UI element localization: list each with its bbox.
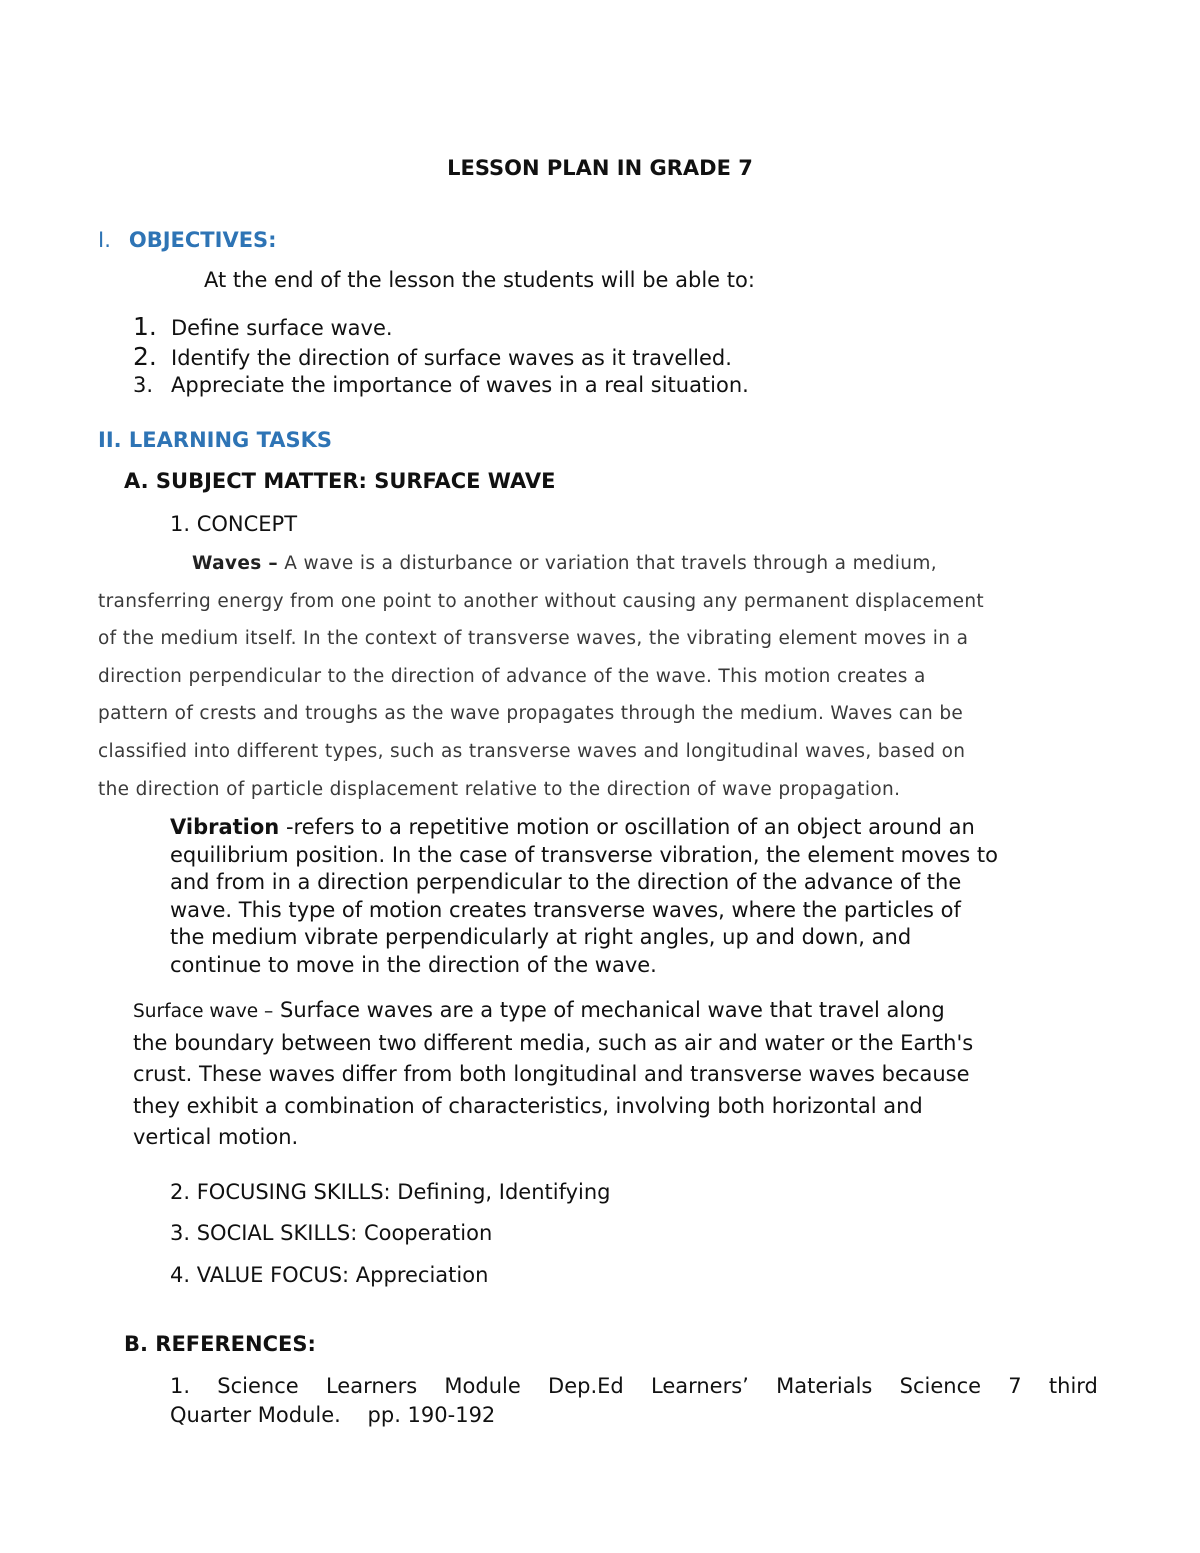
vibration-line-4: wave. This type of motion creates transverse waves, where the particles of <box>170 897 961 922</box>
objective-text: Define surface wave. <box>171 316 393 340</box>
surface-wave-term: Surface wave – <box>133 1001 274 1022</box>
surface-wave-line-1 <box>133 995 973 1028</box>
reference-word: Materials <box>776 1374 873 1398</box>
surface-wave-line-2: the boundary between two different media, such as air and water or the Earth's <box>133 1030 974 1055</box>
reference-word: Dep.Ed <box>548 1374 624 1398</box>
objectives-heading <box>98 228 277 252</box>
waves-line-7: the direction of particle displacement relative to the direction of wave propagation. <box>98 778 901 800</box>
waves-term: Waves – <box>192 553 278 574</box>
reference-word: third <box>1048 1374 1098 1398</box>
waves-line-6: classified into different types, such as transverse waves and longitudinal waves, based on <box>98 740 966 762</box>
references-heading: B. REFERENCES: <box>124 1332 316 1356</box>
concept-label: 1. CONCEPT <box>170 512 298 536</box>
objectives-intro: At the end of the lesson the students will be able to: <box>204 268 755 292</box>
social-skills: 3. SOCIAL SKILLS: Cooperation <box>170 1221 493 1245</box>
vibration-line-1 <box>170 814 998 842</box>
vibration-line-2: equilibrium position. In the case of transverse vibration, the element moves to <box>170 842 998 867</box>
vibration-line-5: the medium vibrate perpendicularly at right angles, up and down, and <box>170 925 912 949</box>
surface-wave-paragraph <box>133 995 973 1154</box>
objective-number: 1. <box>133 312 157 341</box>
waves-line-1 <box>98 545 1100 583</box>
reference-word: Learners’ <box>650 1374 749 1398</box>
reference-line-2: Quarter Module. pp. 190-192 <box>170 1403 496 1427</box>
objective-item-3 <box>133 373 749 397</box>
waves-line-5: pattern of crests and troughs as the wave propagates through the medium. Waves can be <box>98 703 964 725</box>
objective-item-1 <box>133 312 393 341</box>
surface-wave-line-3: crust. These waves differ from both longitudinal and transverse waves because <box>133 1062 970 1086</box>
surface-wave-text: Surface waves are a type of mechanical wave that travel along <box>279 998 945 1022</box>
surface-wave-line-5: vertical motion. <box>133 1125 299 1149</box>
subject-matter-heading: A. SUBJECT MATTER: SURFACE WAVE <box>124 469 556 493</box>
focusing-skills: 2. FOCUSING SKILLS: Defining, Identifying <box>170 1180 611 1204</box>
waves-line-2: transferring energy from one point to another without causing any permanent displacement <box>98 590 985 612</box>
reference-word: Science <box>217 1374 299 1398</box>
reference-word: Science <box>899 1374 982 1398</box>
reference-item-1 <box>170 1372 1098 1430</box>
waves-line-4: direction perpendicular to the direction of advance of the wave. This motion creates a <box>98 665 926 687</box>
reference-word: 1. <box>170 1374 191 1398</box>
objective-number: 3. <box>133 373 154 397</box>
objective-number: 2. <box>133 342 157 371</box>
reference-line-1 <box>170 1372 1098 1401</box>
objective-text: Appreciate the importance of waves in a real situation. <box>171 373 749 397</box>
objectives-heading-text: OBJECTIVES: <box>128 228 277 252</box>
vibration-paragraph <box>170 814 998 979</box>
reference-word: Learners <box>325 1374 418 1398</box>
vibration-term: Vibration <box>170 815 280 839</box>
vibration-line-3: and from in a direction perpendicular to the direction of the advance of the <box>170 870 962 894</box>
reference-word: 7 <box>1008 1374 1022 1398</box>
objective-item-2 <box>133 342 732 371</box>
value-focus: 4. VALUE FOCUS: Appreciation <box>170 1263 489 1287</box>
vibration-text: -refers to a repetitive motion or oscillation of an object around an <box>285 815 975 839</box>
document-title: LESSON PLAN IN GRADE 7 <box>447 156 753 180</box>
vibration-line-6: continue to move in the direction of the wave. <box>170 952 657 977</box>
reference-word: Module <box>444 1374 521 1398</box>
waves-text: A wave is a disturbance or variation that travels through a medium, <box>284 553 937 574</box>
surface-wave-line-4: they exhibit a combination of characteristics, involving both horizontal and <box>133 1093 923 1118</box>
waves-paragraph <box>98 545 1100 808</box>
waves-line-3: of the medium itself. In the context of transverse waves, the vibrating element moves in a <box>98 628 969 650</box>
objective-text: Identify the direction of surface waves as it travelled. <box>171 346 732 370</box>
learning-tasks-heading: II. LEARNING TASKS <box>98 428 333 452</box>
objectives-numeral: I. <box>98 228 111 252</box>
